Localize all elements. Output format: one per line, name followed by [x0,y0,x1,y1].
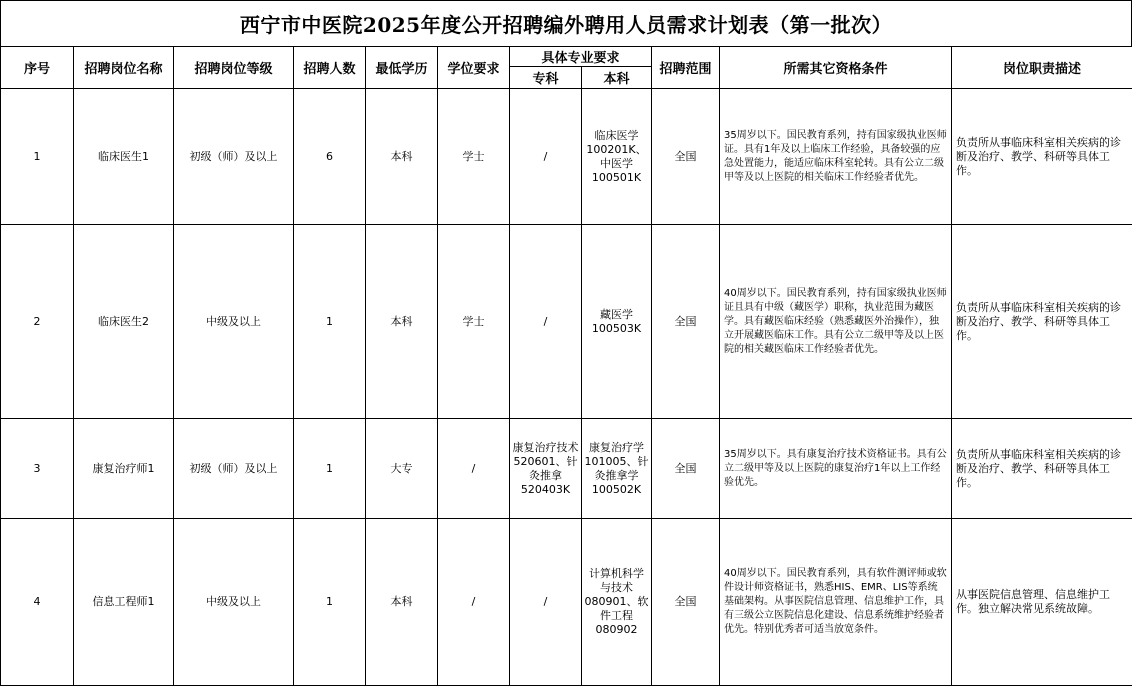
cell-major-zk: 康复治疗技术520601、针灸推拿520403K [510,419,582,519]
table-row [1,419,1132,519]
cell-count: 1 [294,519,366,686]
header-major-group: 具体专业要求 [510,47,652,67]
cell-post-level: 初级（师）及以上 [174,89,294,225]
cell-conditions: 35周岁以下。国民教育系列，持有国家级执业医师证。具有1年及以上临床工作经验，具备较强的应急处置能力，能适应临床科室轮转。具有公立二级甲等及以上医院的相关临床工作经验者优先。 [720,89,952,225]
header-edu: 最低学历 [366,47,438,89]
cell-conditions: 35周岁以下。具有康复治疗技术资格证书。具有公立二级甲等及以上医院的康复治疗1年以上工作经验优先。 [720,419,952,519]
cell-post-level: 初级（师）及以上 [174,419,294,519]
cell-scope: 全国 [652,225,720,419]
cell-edu: 本科 [366,519,438,686]
header-duties: 岗位职责描述 [952,47,1132,89]
header-post-level: 招聘岗位等级 [174,47,294,89]
header-scope: 招聘范围 [652,47,720,89]
header-degree: 学位要求 [438,47,510,89]
cell-degree: 学士 [438,89,510,225]
sheet-title: 西宁市中医院2025年度公开招聘编外聘用人员需求计划表（第一批次） [0,0,1132,47]
cell-duties: 负责所从事临床科室相关疾病的诊断及治疗、教学、科研等具体工作。 [952,89,1132,225]
cell-major-bk: 计算机科学与技术080901、软件工程080902 [582,519,652,686]
cell-scope: 全国 [652,89,720,225]
cell-degree: / [438,519,510,686]
cell-degree: 学士 [438,225,510,419]
cell-degree: / [438,419,510,519]
header-seq: 序号 [1,47,74,89]
cell-major-bk: 康复治疗学101005、针灸推拿学100502K [582,419,652,519]
cell-major-zk: / [510,519,582,686]
cell-major-bk: 藏医学100503K [582,225,652,419]
table-row [1,519,1132,686]
cell-duties: 负责所从事临床科室相关疾病的诊断及治疗、教学、科研等具体工作。 [952,419,1132,519]
cell-seq: 2 [1,225,74,419]
cell-seq: 3 [1,419,74,519]
cell-edu: 本科 [366,89,438,225]
header-count: 招聘人数 [294,47,366,89]
header-conditions: 所需其它资格条件 [720,47,952,89]
cell-post-name: 临床医生1 [74,89,174,225]
cell-major-bk: 临床医学100201K、中医学100501K [582,89,652,225]
cell-post-name: 康复治疗师1 [74,419,174,519]
cell-post-name: 信息工程师1 [74,519,174,686]
cell-count: 1 [294,419,366,519]
cell-seq: 1 [1,89,74,225]
cell-major-zk: / [510,225,582,419]
table-row [1,89,1132,225]
cell-edu: 大专 [366,419,438,519]
cell-duties: 从事医院信息管理、信息维护工作。独立解决常见系统故障。 [952,519,1132,686]
cell-conditions: 40周岁以下。国民教育系列，持有国家级执业医师证且具有中级（藏医学）职称，执业范围为藏医学。具有藏医临床经验（熟悉藏医外治操作），独立开展藏医临床工作。具有公立二级甲等及以上医院的相关藏医临床工作经验者优先。 [720,225,952,419]
header-post-name: 招聘岗位名称 [74,47,174,89]
cell-post-level: 中级及以上 [174,519,294,686]
header-major-bk: 本科 [582,67,652,89]
header-major-zk: 专科 [510,67,582,89]
cell-edu: 本科 [366,225,438,419]
cell-count: 6 [294,89,366,225]
cell-duties: 负责所从事临床科室相关疾病的诊断及治疗、教学、科研等具体工作。 [952,225,1132,419]
cell-conditions: 40周岁以下。国民教育系列，具有软件测评师或软件设计师资格证书，熟悉HIS、EMR、LIS等系统基础架构。从事医院信息管理、信息维护工作，具有三级公立医院信息化建设、信息系统维护经验者优先。特别优秀者可适当放宽条件。 [720,519,952,686]
cell-scope: 全国 [652,419,720,519]
cell-scope: 全国 [652,519,720,686]
table-row [1,225,1132,419]
recruitment-table [0,46,1132,686]
cell-post-level: 中级及以上 [174,225,294,419]
cell-seq: 4 [1,519,74,686]
cell-post-name: 临床医生2 [74,225,174,419]
cell-major-zk: / [510,89,582,225]
cell-count: 1 [294,225,366,419]
